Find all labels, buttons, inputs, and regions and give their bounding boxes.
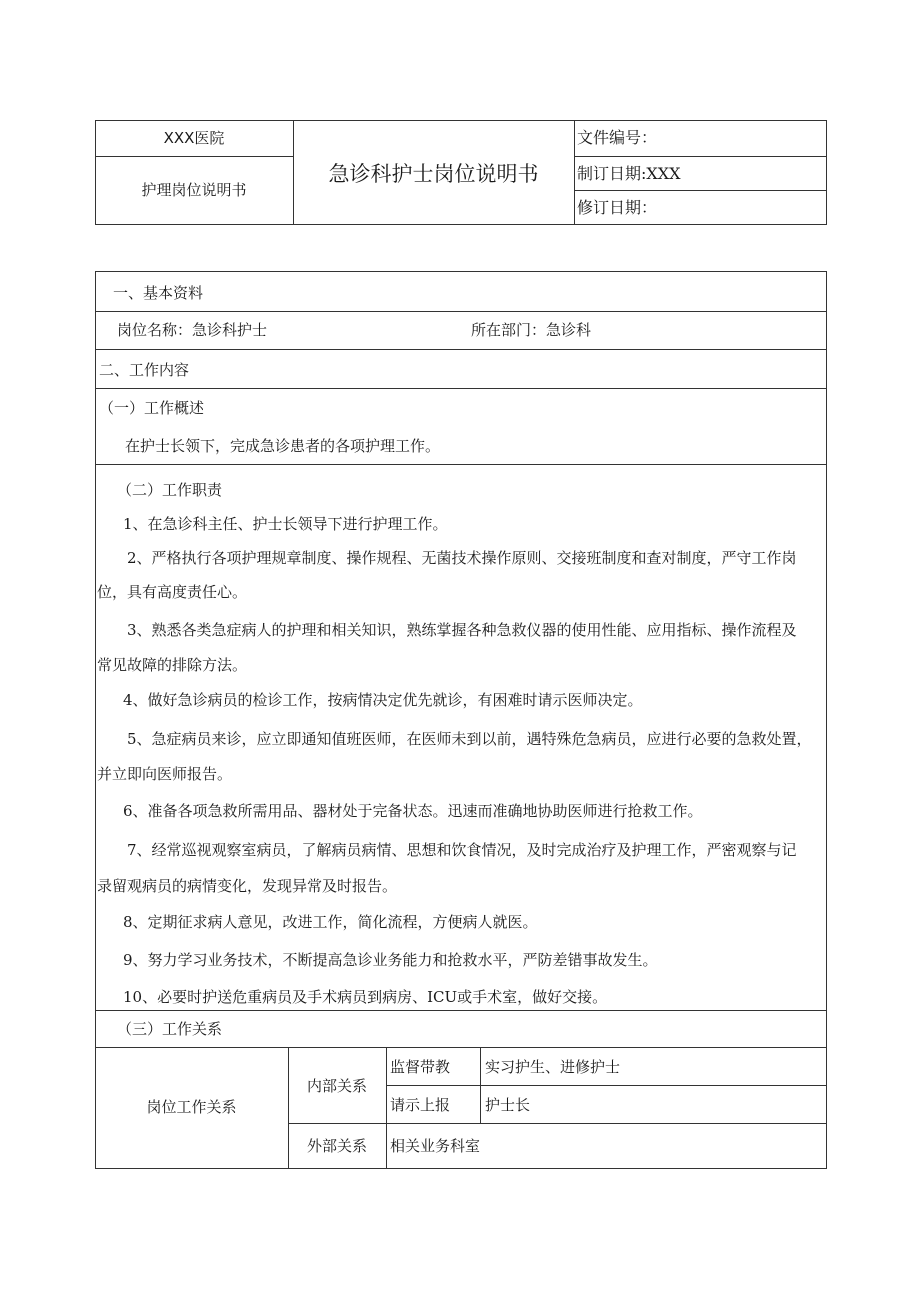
duty-item: 5、急症病员来诊，应立即通知值班医师，在医师未到以前，遇特殊危急病员，应进行必要的急救处置， <box>127 730 812 748</box>
header-divider <box>574 190 827 191</box>
section-heading: 一、基本资料 <box>113 284 204 302</box>
supervise-value: 实习护生、进修护士 <box>485 1058 621 1076</box>
revise-date: 修订日期： <box>577 198 658 217</box>
row-divider <box>95 1047 827 1048</box>
department: 所在部门：急诊科 <box>471 321 592 339</box>
duty-item: 1、在急诊科主任、护士长领导下进行护理工作。 <box>123 515 448 533</box>
header-divider <box>574 156 827 157</box>
row-divider <box>95 311 827 312</box>
hospital-name: XXX医院 <box>163 129 225 147</box>
duty-item-cont: 常见故障的排除方法。 <box>97 656 248 674</box>
report-value: 护士长 <box>485 1096 531 1114</box>
duty-item: 2、严格执行各项护理规章制度、操作规程、无菌技术操作原则、交接班制度和查对制度，严守工作岗 <box>127 549 797 567</box>
relations-label: 岗位工作关系 <box>146 1098 237 1116</box>
overview-heading: （一）工作概述 <box>99 399 205 417</box>
internal-relations: 内部关系 <box>306 1077 367 1095</box>
made-date: 制订日期:XXX <box>577 164 681 183</box>
row-divider <box>95 1010 827 1011</box>
row-divider <box>95 349 827 350</box>
relations-divider <box>386 1047 387 1169</box>
file-number: 文件编号： <box>577 128 658 147</box>
header-divider <box>95 156 293 157</box>
relations-divider <box>386 1085 827 1086</box>
duty-item: 7、经常巡视观察室病员，了解病员病情、思想和饮食情况，及时完成治疗及护理工作，严密观察与记 <box>127 841 797 859</box>
relations-heading: （三）工作关系 <box>117 1020 223 1038</box>
row-divider <box>95 388 827 389</box>
relations-divider <box>288 1123 827 1124</box>
header-divider <box>574 120 575 225</box>
external-value: 相关业务科室 <box>390 1137 481 1155</box>
page-title: 急诊科护士岗位说明书 <box>328 162 539 186</box>
external-relations: 外部关系 <box>306 1137 367 1155</box>
duty-item: 8、定期征求病人意见，改进工作，简化流程，方便病人就医。 <box>123 913 538 931</box>
duty-item: 10、必要时护送危重病员及手术病员到病房、ICU或手术室，做好交接。 <box>123 988 608 1006</box>
duties-heading: （二）工作职责 <box>117 481 223 499</box>
row-divider <box>95 464 827 465</box>
duty-item: 6、准备各项急救所需用品、器材处于完备状态。迅速而准确地协助医师进行抢救工作。 <box>123 802 703 820</box>
report-label: 请示上报 <box>390 1096 451 1114</box>
duty-item: 4、做好急诊病员的检诊工作，按病情决定优先就诊，有困难时请示医师决定。 <box>123 691 643 709</box>
duty-item-cont: 位，具有高度责任心。 <box>97 583 248 601</box>
duty-item-cont: 录留观病员的病情变化，发现异常及时报告。 <box>97 877 398 895</box>
duty-item-cont: 并立即向医师报告。 <box>97 765 233 783</box>
overview-text: 在护士长领下，完成急诊患者的各项护理工作。 <box>125 437 441 455</box>
duty-item: 3、熟悉各类急症病人的护理和相关知识，熟练掌握各种急救仪器的使用性能、应用指标、操作流程及 <box>127 621 797 639</box>
doc-type: 护理岗位说明书 <box>141 181 247 199</box>
duty-item: 9、努力学习业务技术，不断提高急诊业务能力和抢救水平，严防差错事故发生。 <box>123 951 658 969</box>
position-name: 岗位名称：急诊科护士 <box>117 321 268 339</box>
supervise-label: 监督带教 <box>390 1058 451 1076</box>
section-heading: 二、工作内容 <box>99 361 190 379</box>
